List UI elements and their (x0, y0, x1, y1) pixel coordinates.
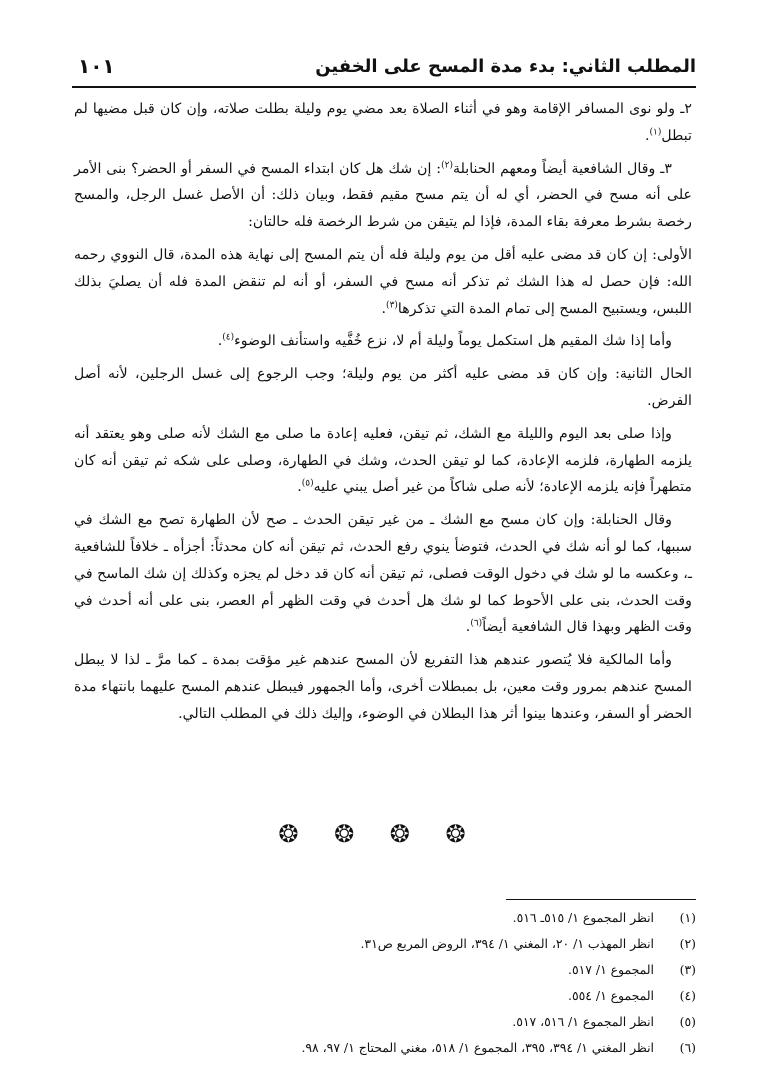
body-text (74, 96, 692, 734)
footnote-number: (٢) (679, 936, 696, 951)
page-header (72, 52, 696, 86)
footnote (150, 983, 696, 1009)
footnote-ref[interactable]: (٤) (222, 332, 235, 343)
footnote-ref[interactable]: (٦) (470, 618, 483, 629)
footnote-number: (٥) (679, 1014, 696, 1029)
footnote (150, 1035, 696, 1061)
footnote-ref[interactable]: (٢) (441, 159, 453, 170)
paragraph: ٢ـ ولو نوى المسافر الإقامة وهو في أثناء الصلاة بعد مضي يوم وليلة بطلت صلاته، وإن كان قبل مضيها لم تبطل$^{(١)}$. (74, 101, 692, 144)
footnote-text: انظر المجموع ١/ ٥١٥ـ ٥١٦. (512, 910, 654, 925)
footnote-ref[interactable]: (٥) (301, 478, 314, 489)
paragraph: وقال الحنابلة: وإن كان مسح مع الشك ـ من غير تيقن الحدث ـ صح لأن الطهارة تصح مع الشك في سببها، كما لو أنه شك في الحدث، فتوضأ ينوي رفع الحدث، ثم تيقن أنه كان محدثاً: أجزأه ـ خلافاً للشافعية ـ، وعكسه ما لو شك في دخول الوقت فصلى، ثم تيقن أنه كان قد دخل لم يجزه وكذلك إن شك الماسح في وقت الحدث، بنى على الأحوط كما لو شك هل أحدث في وقت الظهر أم العصر، بنى على أنه أحدث في وقت الظهر وبهذا قال الشافعية أيضاً$^{(٦)}$. (74, 512, 692, 636)
paragraph: الأولى: إن كان قد مضى عليه أقل من يوم وليلة فله أن يتم المسح إلى نهاية هذه المدة، قال النووي رحمه الله: فإن حصل له هذا الشك ثم تذكر أنه مسح في السفر، أو أنه لم تنقض المدة فله أن يصليَ بذلك اللبس، ويستبيح المسح إلى تمام المدة التي تذكرها$^{(٣)}$. (74, 246, 692, 317)
footnote-text: المجموع ١/ ٥١٧. (568, 962, 654, 977)
footnote-number: (٦) (679, 1040, 696, 1055)
footnote (150, 1009, 696, 1035)
paragraph: الحال الثانية: وإن كان قد مضى عليه أكثر من يوم وليلة؛ وجب الرجوع إلى غسل الرجلين، لأنه أصل الفرض. (74, 366, 692, 409)
footnote-number: (٣) (679, 962, 696, 977)
footnote-number: (١) (679, 910, 696, 925)
paragraph: وإذا صلى بعد اليوم والليلة مع الشك، ثم تيقن، فعليه إعادة ما صلى مع الشك لأنه صلى وهو يعتقد أنه يلزمه الطهارة، فلزمه الإعادة، كما لو تيقن الحدث، وشك في الطهارة، وصلى على شكه ثم تيقن أنه كان متطهراً فإنه يلزمه الإعادة؛ لأنه صلى شاكاً من غير أصل يبني عليه$^{(٥)}$. (74, 425, 692, 496)
page-number: ١٠١ (78, 54, 115, 78)
footnote (150, 931, 696, 957)
footnote (150, 905, 696, 931)
footnote-text: انظر المهذب ١/ ٢٠، المغني ١/ ٣٩٤، الروض المربع ص٣١. (360, 936, 654, 951)
footnote-text: المجموع ١/ ٥٥٤. (568, 988, 654, 1003)
paragraph: وأما إذا شك المقيم هل استكمل يوماً وليلة أم لا، نزع خُفَّيه واستأنف الوضوء$^{(٤)}$. (217, 332, 672, 350)
ornament-divider: ❂ ❂ ❂ ❂ (278, 820, 480, 848)
footnote-number: (٤) (679, 988, 696, 1003)
footnote-text: انظر المجموع ١/ ٥١٦، ٥١٧. (512, 1014, 654, 1029)
paragraph: ٣ـ وقال الشافعية أيضاً ومعهم الحنابلة$^{(٢)}$: إن شك هل كان ابتداء المسح في السفر أو الحضر؟ بنى الأمر على أنه مسح في الحضر، أي له أن يتم مسح مقيم فقط، وبيان ذلك: أن الأصل غسل الرجل، والمسح رخصة بشرط معرفة بقاء المدة، فإذا لم يتيقن من شرط الرخصة فله حالتان: (74, 159, 692, 231)
section-title: المطلب الثاني: بدء مدة المسح على الخفين (315, 56, 696, 77)
footnote-rule (506, 899, 696, 900)
footnote-ref[interactable]: (١) (649, 127, 662, 138)
header-rule (72, 86, 696, 88)
footnotes (150, 905, 696, 1061)
footnote-ref[interactable]: (٣) (386, 299, 398, 310)
paragraph: وأما المالكية فلا يُتصور عندهم هذا التفريع لأن المسح عندهم غير مؤقت بمدة ـ كما مرَّ ـ لذا لا يبطل المسح عندهم بمرور وقت معين، بل بمبطلات أخرى، وأما الجمهور فيبطل عندهم المسح عليهما بانتهاء مدة الحضر أو السفر، وعندها بينوا أثر هذا البطلان في الوضوء، وإليك ذلك في المطلب التالي. (74, 652, 692, 722)
footnote-text: انظر المغني ١/ ٣٩٤، ٣٩٥، المجموع ١/ ٥١٨، مغني المحتاج ١/ ٩٧، ٩٨. (301, 1040, 654, 1055)
footnote (150, 957, 696, 983)
